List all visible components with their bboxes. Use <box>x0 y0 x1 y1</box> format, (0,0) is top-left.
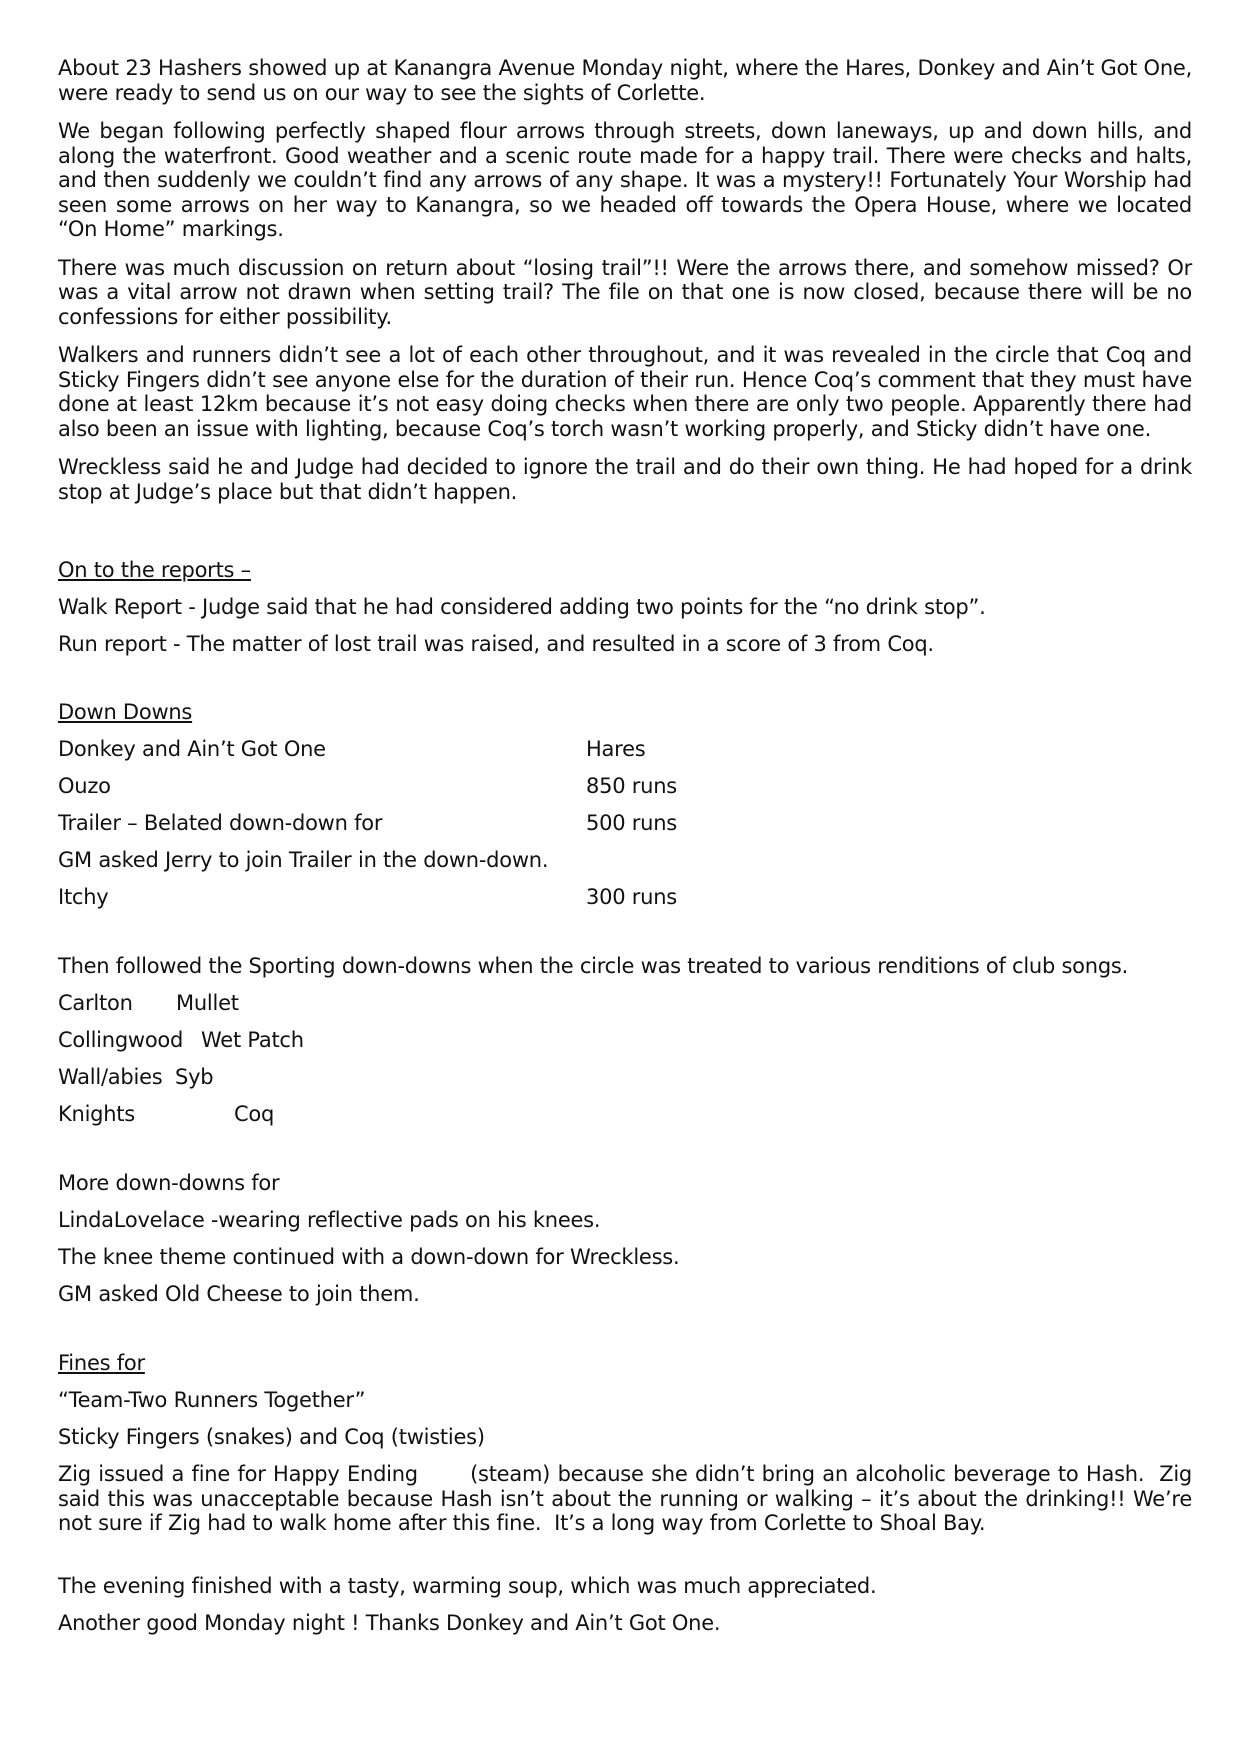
fine-paragraph-zig: Zig issued a fine for Happy Ending (steam) because she didn’t bring an alcoholic beverage to Hash. Zig said this was unacceptable because Hash isn’t about the running or walking – it’s about the drinking!! We’re not sure if Zig had to walk home after this fine. It’s a long way from Corlette to Shoal Bay. <box>58 1462 1199 1535</box>
down-down-name: Ouzo <box>58 774 111 798</box>
down-down-note: 300 runs <box>586 885 677 909</box>
reports-heading: On to the reports – <box>58 558 251 582</box>
paragraph-lost-trail: There was much discussion on return about “losing trail”!! Were the arrows there, and somehow missed? Or was a vital arrow not drawn when setting trail? The file on that one is now closed, because there will be no confessions for either possibility. <box>58 255 1192 329</box>
sporting-member: Wet Patch <box>201 1028 304 1052</box>
paragraph-wreckless: Wreckless said he and Judge had decided to ignore the trail and do their own thing. He had hoped for a drink stop at Judge’s place but that didn’t happen. <box>58 455 1192 504</box>
sporting-team: Collingwood <box>58 1028 184 1052</box>
down-down-name: Donkey and Ain’t Got One <box>58 737 326 761</box>
sporting-intro: Then followed the Sporting down-downs when the circle was treated to various renditions of club songs. <box>58 954 1129 978</box>
down-down-name: GM asked Jerry to join Trailer in the down-down. <box>58 848 549 872</box>
hash-report-page <box>58 56 1199 1648</box>
down-down-row <box>58 885 1192 922</box>
fine-line-runners: Sticky Fingers (snakes) and Coq (twisties) <box>58 1425 485 1449</box>
down-down-name: Itchy <box>58 885 109 909</box>
down-down-note: 850 runs <box>586 774 677 798</box>
down-down-row <box>58 848 1192 885</box>
down-down-note: 500 runs <box>586 811 677 835</box>
paragraph-intro: About 23 Hashers showed up at Kanangra Avenue Monday night, where the Hares, Donkey and Ain’t Got One, were ready to send us on our way to see the sights of Corlette. <box>58 56 1192 105</box>
down-down-row <box>58 811 1192 848</box>
sporting-member: Mullet <box>176 991 239 1015</box>
more-down-downs-heading: More down-downs for <box>58 1171 280 1195</box>
more-down-down-line: LindaLovelace -wearing reflective pads on his knees. <box>58 1208 601 1232</box>
down-down-row <box>58 737 1192 774</box>
paragraph-trail: We began following perfectly shaped flour arrows through streets, down laneways, up and down hills, and along the waterfront. Good weather and a scenic route made for a happy trail. There were checks and halts, and then suddenly we couldn’t find any arrows of any shape. It was a mystery!! Fortunately Your Worship had seen some arrows on her way to Kanangra, so we headed off towards the Opera House, where we located “On Home” markings. <box>58 119 1192 241</box>
sporting-member: Coq <box>234 1102 275 1126</box>
walk-report: Walk Report - Judge said that he had considered adding two points for the “no drink stop”. <box>58 595 986 619</box>
down-downs-heading: Down Downs <box>58 700 193 724</box>
closing-line: Another good Monday night ! Thanks Donkey and Ain’t Got One. <box>58 1610 721 1635</box>
down-down-name: Trailer – Belated down-down for <box>58 811 383 835</box>
sporting-team: Carlton <box>58 991 133 1015</box>
sporting-row <box>58 1028 1192 1065</box>
more-down-down-line: The knee theme continued with a down-down for Wreckless. <box>58 1245 680 1269</box>
sporting-row <box>58 991 1192 1028</box>
down-down-note: Hares <box>586 737 646 761</box>
sporting-team: Knights <box>58 1102 135 1126</box>
sporting-row <box>58 1065 1192 1102</box>
down-down-row <box>58 774 1192 811</box>
paragraph-walkers-runners: Walkers and runners didn’t see a lot of each other throughout, and it was revealed in the circle that Coq and Sticky Fingers didn’t see anyone else for the duration of their run. Hence Coq’s comment that they must have done at least 12km because it’s not easy doing checks when there are only two people. Apparently there had also been an issue with lighting, because Coq’s torch wasn’t working properly, and Sticky didn’t have one. <box>58 343 1192 441</box>
fine-line-team: “Team-Two Runners Together” <box>58 1388 366 1412</box>
sporting-member: Syb <box>175 1065 214 1089</box>
run-report: Run report - The matter of lost trail was raised, and resulted in a score of 3 from Coq. <box>58 632 934 656</box>
fines-heading: Fines for <box>58 1351 145 1375</box>
sporting-row <box>58 1102 1192 1139</box>
more-down-down-line: GM asked Old Cheese to join them. <box>58 1282 420 1306</box>
closing-line: The evening finished with a tasty, warming soup, which was much appreciated. <box>58 1573 877 1598</box>
sporting-team: Wall/abies <box>58 1065 163 1089</box>
